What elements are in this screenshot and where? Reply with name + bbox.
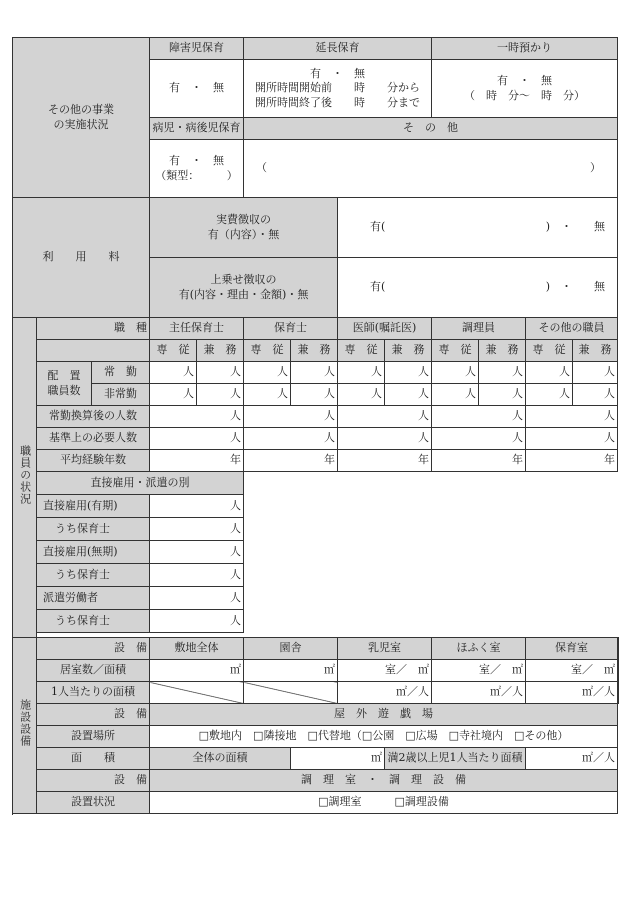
direct-indef-cell[interactable]: 人: [150, 541, 244, 564]
kitchen-options[interactable]: □調理室 □調理設備: [150, 792, 618, 814]
full-header: 専 従: [526, 340, 573, 362]
staff-section-label: 職員の状況: [13, 318, 37, 638]
other-services-section-label: その他の事業 の実施状況: [13, 38, 150, 198]
fees-section-label: 利 用 料: [13, 198, 150, 318]
other-paren-open: （: [256, 161, 268, 175]
temp-care-cell[interactable]: [432, 60, 618, 118]
location-options[interactable]: □敷地内 □隣接地 □代替地（□公園 □広場 □寺社境内 □その他）: [150, 726, 618, 748]
room-crawl: ほふく室: [432, 638, 526, 660]
temp-care-yes-no: 有 ・ 無: [497, 74, 553, 88]
extended-care-start: 開所時間開始前 時 分から: [255, 81, 421, 95]
full-header: 専 従: [150, 340, 197, 362]
room-building: 園舎: [244, 638, 338, 660]
avg-years-cell[interactable]: 年: [244, 450, 338, 472]
temp-care-header: 一時預かり: [432, 38, 618, 60]
room-area-cell[interactable]: 室／ ㎡: [526, 660, 618, 682]
full-header: 専 従: [432, 340, 479, 362]
other-paren-close: ）: [590, 161, 602, 175]
diagonal-cell: [244, 682, 338, 704]
actual-cost-yes: 有(: [370, 220, 386, 234]
converted-count-cell[interactable]: 人: [338, 406, 432, 428]
extended-care-header: 延長保育: [244, 38, 432, 60]
count-cell[interactable]: 人: [573, 362, 618, 384]
sick-child-yes-no: 有 ・ 無: [169, 154, 225, 168]
count-cell[interactable]: 人: [432, 362, 479, 384]
dispatched-cell[interactable]: 人: [150, 587, 244, 610]
room-count-area-label: 居室数／面積: [37, 660, 150, 682]
blank-area: [244, 472, 618, 638]
extended-care-cell[interactable]: [244, 60, 432, 118]
dispatched-label: 派遣労働者: [37, 587, 150, 610]
per-child-2plus-label: 満2歳以上児1人当たり面積: [385, 748, 526, 770]
avg-years-cell[interactable]: 年: [150, 450, 244, 472]
facility-section-label: 施設設備: [13, 638, 37, 814]
required-count-cell[interactable]: 人: [244, 428, 338, 450]
area-cell[interactable]: ㎡: [244, 660, 338, 682]
converted-count-cell[interactable]: 人: [150, 406, 244, 428]
count-cell[interactable]: 人: [526, 362, 573, 384]
per-person-cell[interactable]: ㎡／人: [432, 682, 526, 704]
room-area-cell[interactable]: 室／ ㎡: [432, 660, 526, 682]
count-cell[interactable]: 人: [291, 362, 338, 384]
count-cell[interactable]: 人: [385, 362, 432, 384]
job-other: その他の職員: [526, 318, 618, 340]
area-per-child-label: 1人当たりの面積: [37, 682, 150, 704]
count-cell[interactable]: 人: [526, 384, 573, 406]
count-cell[interactable]: 人: [573, 384, 618, 406]
required-count-cell[interactable]: 人: [432, 428, 526, 450]
concurrent-header: 兼 務: [573, 340, 618, 362]
other-input[interactable]: [244, 140, 618, 198]
job-head-nurse: 主任保育士: [150, 318, 244, 340]
count-cell[interactable]: 人: [244, 384, 291, 406]
room-area-cell[interactable]: [618, 660, 619, 682]
disabled-childcare-yes-no[interactable]: 有 ・ 無: [150, 60, 244, 118]
direct-fixed-nurse-cell[interactable]: 人: [150, 518, 244, 541]
count-cell[interactable]: 人: [432, 384, 479, 406]
per-person-cell[interactable]: [618, 682, 619, 704]
full-header: 専 従: [338, 340, 385, 362]
required-count-cell[interactable]: 人: [338, 428, 432, 450]
surcharge-label: 上乗せ徴収の 有(内容・理由・金額)・無: [150, 258, 338, 318]
count-cell[interactable]: 人: [385, 384, 432, 406]
kitchen-header: 調 理 室 ・ 調 理 設 備: [150, 770, 618, 792]
count-cell[interactable]: 人: [244, 362, 291, 384]
outdoor-playground-header: 屋 外 遊 戯 場: [150, 704, 618, 726]
total-area-cell[interactable]: ㎡: [291, 748, 385, 770]
disabled-childcare-header: 障害児保育: [150, 38, 244, 60]
direct-fixed-cell[interactable]: 人: [150, 495, 244, 518]
room-nursery: 保育室: [526, 638, 618, 660]
total-area-label: 全体の面積: [150, 748, 291, 770]
avg-years-cell[interactable]: 年: [526, 450, 618, 472]
direct-indef-nurse-cell[interactable]: 人: [150, 564, 244, 587]
per-person-cell[interactable]: ㎡／人: [526, 682, 618, 704]
sick-child-type: （類型： ）: [155, 168, 238, 182]
dispatched-nurse-label: うち保育士: [37, 610, 150, 633]
full-header: 専 従: [244, 340, 291, 362]
surcharge-input[interactable]: [338, 258, 618, 318]
converted-count-cell[interactable]: 人: [244, 406, 338, 428]
count-cell[interactable]: 人: [338, 362, 385, 384]
sick-child-care-cell[interactable]: [150, 140, 244, 198]
equipment-header: 設 備: [37, 704, 150, 726]
converted-count-label: 常勤換算後の人数: [37, 406, 150, 428]
required-count-cell[interactable]: 人: [526, 428, 618, 450]
employment-type-header: 直接雇用・派遣の別: [37, 472, 244, 495]
room-infant: 乳児室: [338, 638, 432, 660]
count-cell[interactable]: 人: [479, 384, 526, 406]
job-doctor: 医師(嘱託医): [338, 318, 432, 340]
surcharge-no: ) ・ 無: [545, 280, 606, 294]
room-play: [618, 638, 619, 660]
direct-fixed-label: 直接雇用(有期): [37, 495, 150, 518]
parttime-label: 非常勤: [92, 384, 150, 406]
actual-cost-input[interactable]: [338, 198, 618, 258]
avg-years-cell[interactable]: 年: [338, 450, 432, 472]
direct-indef-nurse-label: うち保育士: [37, 564, 150, 587]
area-label: 面 積: [37, 748, 150, 770]
concurrent-header: 兼 務: [385, 340, 432, 362]
extended-care-end: 開所時間終了後 時 分まで: [255, 95, 421, 109]
direct-fixed-nurse-label: うち保育士: [37, 518, 150, 541]
job-cook: 調理員: [432, 318, 526, 340]
converted-count-cell[interactable]: 人: [526, 406, 618, 428]
concurrent-header: 兼 務: [479, 340, 526, 362]
sick-child-care-header: 病児・病後児保育: [150, 118, 244, 140]
dispatched-nurse-cell[interactable]: 人: [150, 610, 244, 633]
actual-cost-label: 実費徴収の 有（内容）・無: [150, 198, 338, 258]
avg-years-cell[interactable]: 年: [432, 450, 526, 472]
count-cell[interactable]: 人: [150, 384, 197, 406]
per-child-2plus-cell[interactable]: ㎡／人: [526, 748, 618, 770]
location-label: 設置場所: [37, 726, 150, 748]
area-cell[interactable]: ㎡: [150, 660, 244, 682]
diagonal-cell: [150, 682, 244, 704]
status-label: 設置状況: [37, 792, 150, 814]
count-cell[interactable]: 人: [197, 384, 244, 406]
per-person-cell[interactable]: ㎡／人: [338, 682, 432, 704]
avg-years-label: 平均経験年数: [37, 450, 150, 472]
temp-care-time: （ 時 分～ 時 分）: [464, 88, 586, 102]
other-header: そ の 他: [244, 118, 618, 140]
direct-indef-label: 直接雇用(無期): [37, 541, 150, 564]
converted-count-cell[interactable]: 人: [432, 406, 526, 428]
placement-label: 配 置 職員数: [37, 362, 92, 406]
facility-report-form: [12, 37, 619, 814]
job-type-blank: [37, 340, 150, 362]
count-cell[interactable]: 人: [291, 384, 338, 406]
count-cell[interactable]: 人: [150, 362, 197, 384]
surcharge-yes: 有(: [370, 280, 386, 294]
required-count-label: 基準上の必要人数: [37, 428, 150, 450]
count-cell[interactable]: 人: [197, 362, 244, 384]
required-count-cell[interactable]: 人: [150, 428, 244, 450]
job-nurse: 保育士: [244, 318, 338, 340]
count-cell[interactable]: 人: [338, 384, 385, 406]
equipment-header: 設 備: [37, 638, 150, 660]
room-site: 敷地全体: [150, 638, 244, 660]
count-cell[interactable]: 人: [479, 362, 526, 384]
job-type-header: 職 種: [37, 318, 150, 340]
fulltime-label: 常 勤: [92, 362, 150, 384]
equipment-header: 設 備: [37, 770, 150, 792]
extended-care-yes-no: 有 ・ 無: [310, 67, 366, 81]
actual-cost-no: ) ・ 無: [545, 220, 606, 234]
concurrent-header: 兼 務: [197, 340, 244, 362]
room-area-cell[interactable]: 室／ ㎡: [338, 660, 432, 682]
concurrent-header: 兼 務: [291, 340, 338, 362]
